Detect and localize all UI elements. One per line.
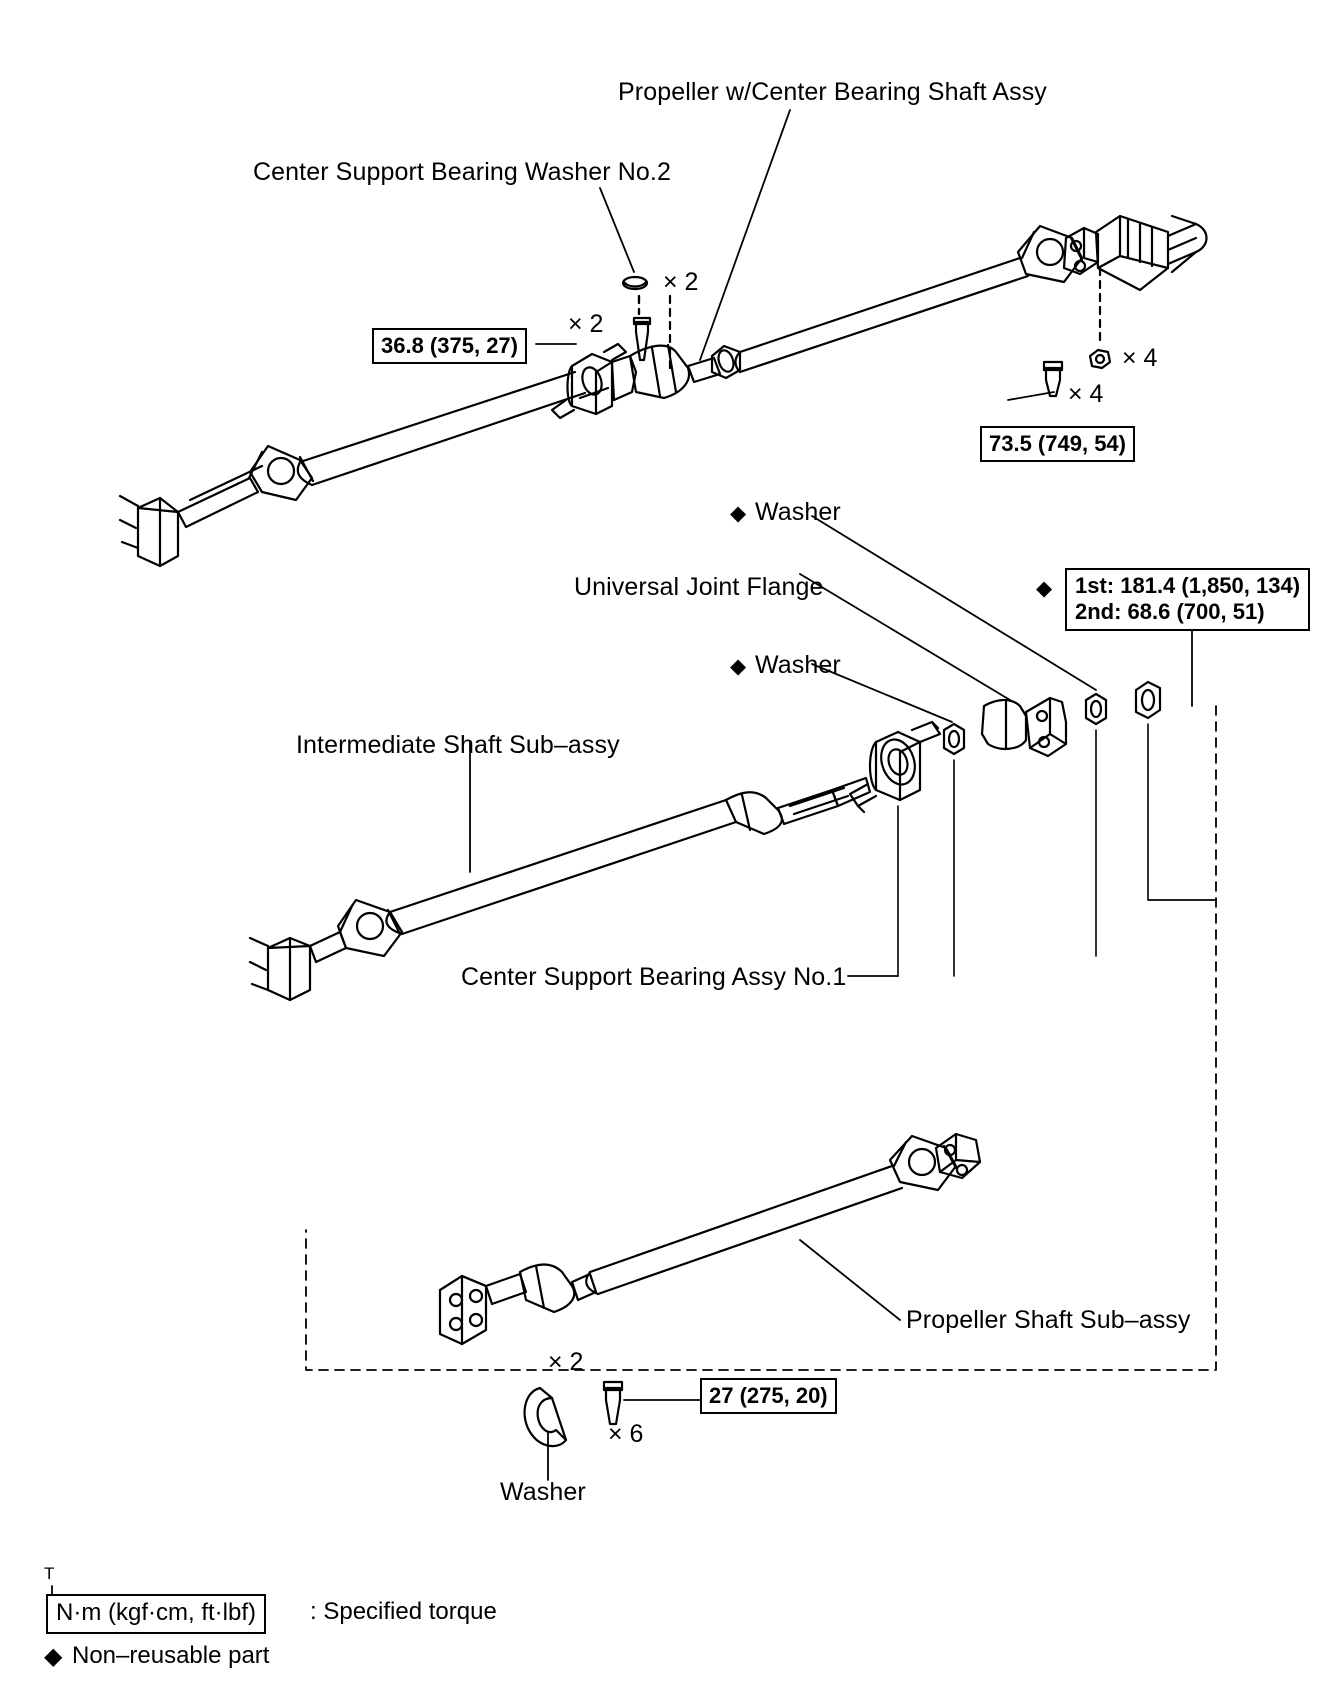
nut-73-5-part	[1090, 350, 1110, 368]
legend-nonreusable-text: Non–reusable part	[72, 1642, 270, 1669]
bottom-assembly-artwork	[440, 1134, 980, 1344]
nonreusable-diamond-staged-torque: ◆	[1036, 577, 1053, 600]
label-universal-joint-flange: Universal Joint Flange	[574, 573, 824, 601]
torque-box-27: 27 (275, 20)	[700, 1378, 837, 1414]
label-propeller-with-center-bearing-shaft-assy: Propeller w/Center Bearing Shaft Assy	[618, 78, 1047, 106]
legend-torque-meaning: : Specified torque	[310, 1598, 497, 1625]
torque-box-36-8: 36.8 (375, 27)	[372, 328, 527, 364]
legend-nonreusable-marker: ◆	[44, 1643, 63, 1670]
label-washer-lower: Washer	[755, 651, 841, 679]
qty-bolt-73-5: × 4	[1068, 380, 1104, 408]
label-propeller-shaft-sub-assy: Propeller Shaft Sub–assy	[906, 1306, 1191, 1334]
torque-box-73-5: 73.5 (749, 54)	[980, 426, 1135, 462]
nonreusable-diamond-washer-upper: ◆	[730, 502, 747, 525]
qty-washer-no2: × 2	[663, 268, 699, 296]
washer-bottom-part	[525, 1388, 566, 1446]
label-intermediate-shaft-sub-assy: Intermediate Shaft Sub–assy	[296, 731, 620, 759]
nonreusable-diamond-washer-lower: ◆	[730, 655, 747, 678]
label-center-support-bearing-assy-no1: Center Support Bearing Assy No.1	[461, 963, 847, 991]
middle-assembly-artwork	[250, 682, 1160, 1000]
torque-staged-2nd-line: 2nd: 68.6 (700, 51)	[1075, 599, 1265, 624]
torque-staged-1st-line: 1st: 181.4 (1,850, 134)	[1075, 573, 1301, 598]
qty-bolt-27: × 6	[608, 1420, 644, 1448]
torque-box-staged	[1065, 568, 1310, 631]
bolt-27-part	[604, 1382, 622, 1424]
label-washer-upper: Washer	[755, 498, 841, 526]
bolt-36-8-part	[634, 318, 650, 360]
label-washer-bottom: Washer	[500, 1478, 586, 1506]
qty-washer-bottom: × 2	[548, 1348, 584, 1376]
qty-bolt-36-8: × 2	[568, 310, 604, 338]
bolt-73-5-part	[1044, 362, 1062, 396]
qty-nut-73-5: × 4	[1122, 344, 1158, 372]
legend-torque-unit-box: N·m (kgf·cm, ft·lbf)	[46, 1594, 266, 1634]
label-center-support-bearing-washer-no2: Center Support Bearing Washer No.2	[253, 158, 671, 186]
center-support-bearing-washer-no2-part	[623, 277, 647, 289]
page-mark: T	[44, 1564, 55, 1583]
